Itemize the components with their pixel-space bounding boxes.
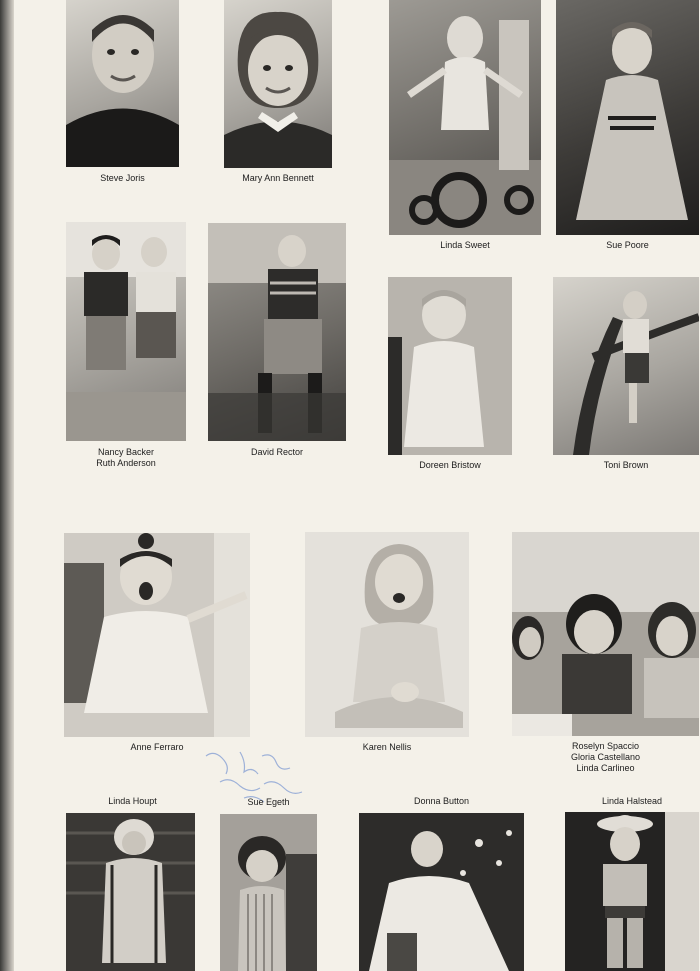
photo-doreen-bristow [388, 277, 512, 455]
caption-toni-brown: Toni Brown [603, 460, 649, 470]
photo-mary-ann-bennett [224, 0, 332, 168]
toddler-in-snowsuit-figure [66, 813, 195, 971]
photo-anne-ferraro [64, 533, 250, 737]
caption-roselyn-spaccio-group: Roselyn Spaccio Gloria Castellano Linda Carlineo [570, 741, 641, 773]
photo-sue-poore [556, 0, 699, 235]
two-girls-figure [66, 222, 186, 441]
laughing-toddler-figure [64, 533, 250, 737]
girl-in-dress-figure [556, 0, 699, 235]
photo-linda-sweet [389, 0, 541, 235]
caption-linda-sweet: Linda Sweet [440, 240, 490, 250]
portrait-girl-figure [224, 0, 332, 168]
photo-donna-button [359, 813, 524, 971]
photo-karen-nellis [305, 532, 469, 737]
toddler-figure [388, 277, 512, 455]
photo-toni-brown [553, 277, 699, 455]
caption-karen-nellis: Karen Nellis [362, 742, 412, 752]
photo-linda-houpt [66, 813, 195, 971]
three-girls-with-cake-figure [512, 532, 699, 736]
child-on-tricycle-figure [389, 0, 541, 235]
sitting-girl-figure [305, 532, 469, 737]
photo-linda-halstead [565, 812, 699, 971]
caption-nancy-backer-ruth-anderson: Nancy Backer Ruth Anderson [96, 447, 156, 468]
caption-doreen-bristow: Doreen Bristow [419, 460, 481, 470]
caption-anne-ferraro: Anne Ferraro [130, 742, 184, 752]
caption-donna-button: Donna Button [413, 796, 470, 806]
caption-sue-poore: Sue Poore [606, 240, 649, 250]
portrait-boy-figure [66, 0, 179, 167]
photo-david-rector [208, 223, 346, 441]
child-in-bonnet-figure [220, 814, 317, 971]
photo-roselyn-spaccio-group [512, 532, 699, 736]
caption-sue-egeth: Sue Egeth [247, 797, 290, 807]
photo-nancy-backer-ruth-anderson [66, 222, 186, 441]
caption-david-rector: David Rector [250, 447, 304, 457]
caption-mary-ann-bennett: Mary Ann Bennett [242, 173, 314, 183]
caption-linda-houpt: Linda Houpt [108, 796, 157, 806]
boy-in-chair-figure [208, 223, 346, 441]
page-binding-edge [0, 0, 14, 971]
child-in-tree-figure [553, 277, 699, 455]
cowgirl-figure [565, 812, 699, 971]
photo-steve-joris [66, 0, 179, 167]
caption-steve-joris: Steve Joris [100, 173, 145, 183]
caption-linda-halstead: Linda Halstead [601, 796, 663, 806]
photo-sue-egeth [220, 814, 317, 971]
girl-by-christmas-tree-figure [359, 813, 524, 971]
